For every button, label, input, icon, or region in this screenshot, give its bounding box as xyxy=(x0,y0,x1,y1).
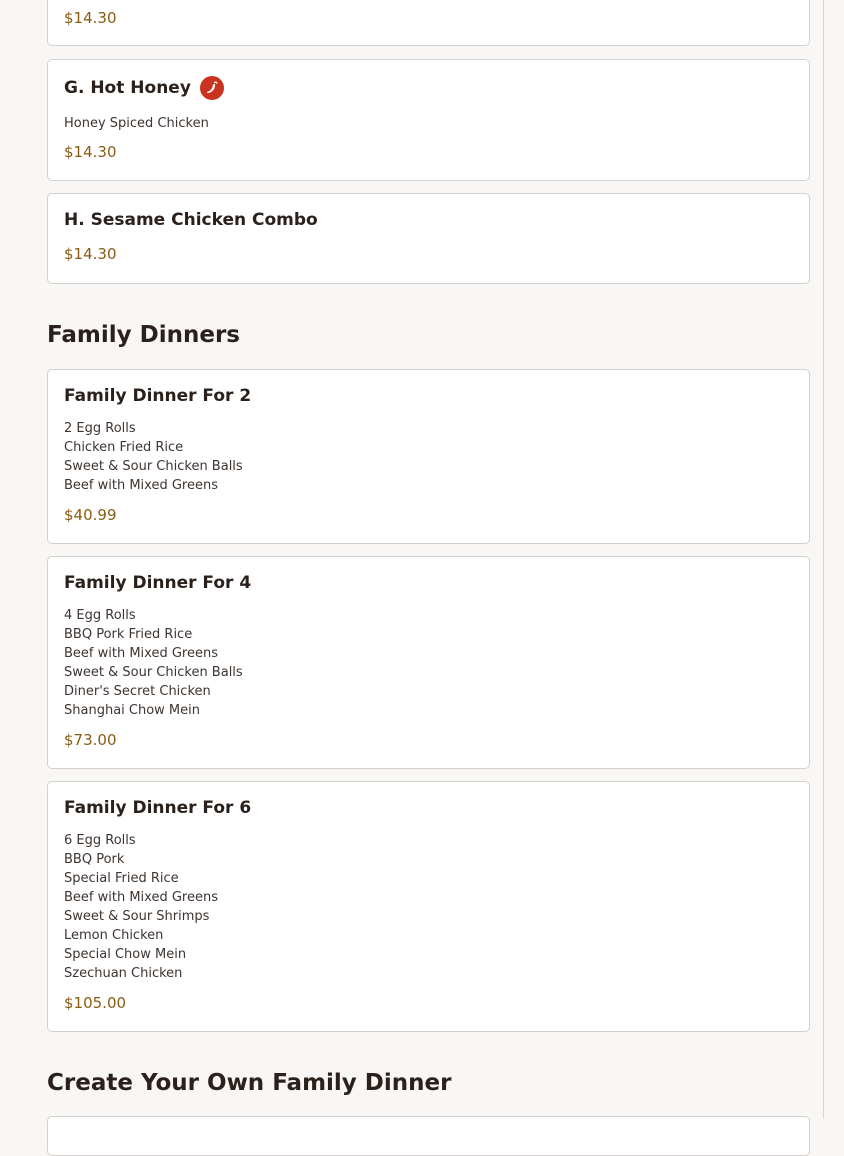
item-title-text: Family Dinner For 6 xyxy=(64,798,252,818)
description-line: Beef with Mixed Greens xyxy=(64,646,218,661)
item-description xyxy=(64,114,209,133)
item-description xyxy=(64,606,243,720)
item-title xyxy=(64,573,251,593)
description-line: Special Chow Mein xyxy=(64,947,187,962)
chili-pepper-icon xyxy=(200,76,224,100)
menu-item-card[interactable] xyxy=(47,193,810,284)
description-line: Special Fried Rice xyxy=(64,871,179,886)
item-price: $40.99 xyxy=(64,506,117,524)
description-line: Beef with Mixed Greens xyxy=(64,478,218,493)
item-title xyxy=(64,798,251,818)
menu-item-card[interactable] xyxy=(47,0,810,46)
description-line: BBQ Pork xyxy=(64,852,125,867)
description-line: 6 Egg Rolls xyxy=(64,833,136,848)
item-title xyxy=(64,386,251,406)
description-line: Beef with Mixed Greens xyxy=(64,890,218,905)
description-line: Diner's Secret Chicken xyxy=(64,684,211,699)
description-line: Chicken Fried Rice xyxy=(64,440,184,455)
item-description xyxy=(64,831,218,983)
description-line: Sweet & Sour Chicken Balls xyxy=(64,665,243,680)
description-line: Shanghai Chow Mein xyxy=(64,703,200,718)
item-price: $105.00 xyxy=(64,994,127,1012)
description-line: Sweet & Sour Shrimps xyxy=(64,909,210,924)
item-price: $14.30 xyxy=(64,9,117,27)
description-line: 4 Egg Rolls xyxy=(64,608,136,623)
menu-item-card[interactable] xyxy=(47,369,810,544)
description-line: Honey Spiced Chicken xyxy=(64,116,209,131)
description-line: BBQ Pork Fried Rice xyxy=(64,627,193,642)
description-line: Lemon Chicken xyxy=(64,928,164,943)
menu-item-card[interactable] xyxy=(47,781,810,1032)
description-line: Szechuan Chicken xyxy=(64,966,183,981)
item-title-text: H. Sesame Chicken Combo xyxy=(64,210,318,230)
item-title-text: Family Dinner For 4 xyxy=(64,573,252,593)
item-title-text: G. Hot Honey xyxy=(64,78,191,98)
section-heading: Family Dinners xyxy=(47,322,240,348)
item-price: $14.30 xyxy=(64,245,117,263)
item-title-text: Family Dinner For 2 xyxy=(64,386,252,406)
description-line: 2 Egg Rolls xyxy=(64,421,136,436)
menu-item-card[interactable] xyxy=(47,556,810,769)
item-price: $14.30 xyxy=(64,143,117,161)
section-heading: Create Your Own Family Dinner xyxy=(47,1070,452,1096)
menu-item-card[interactable] xyxy=(47,59,810,181)
item-title xyxy=(64,76,224,100)
menu-item-card[interactable] xyxy=(47,1116,810,1156)
item-price: $73.00 xyxy=(64,731,117,749)
item-title xyxy=(64,210,318,230)
chili-pepper-glyph xyxy=(204,80,220,96)
description-line: Sweet & Sour Chicken Balls xyxy=(64,459,243,474)
item-description xyxy=(64,419,243,495)
